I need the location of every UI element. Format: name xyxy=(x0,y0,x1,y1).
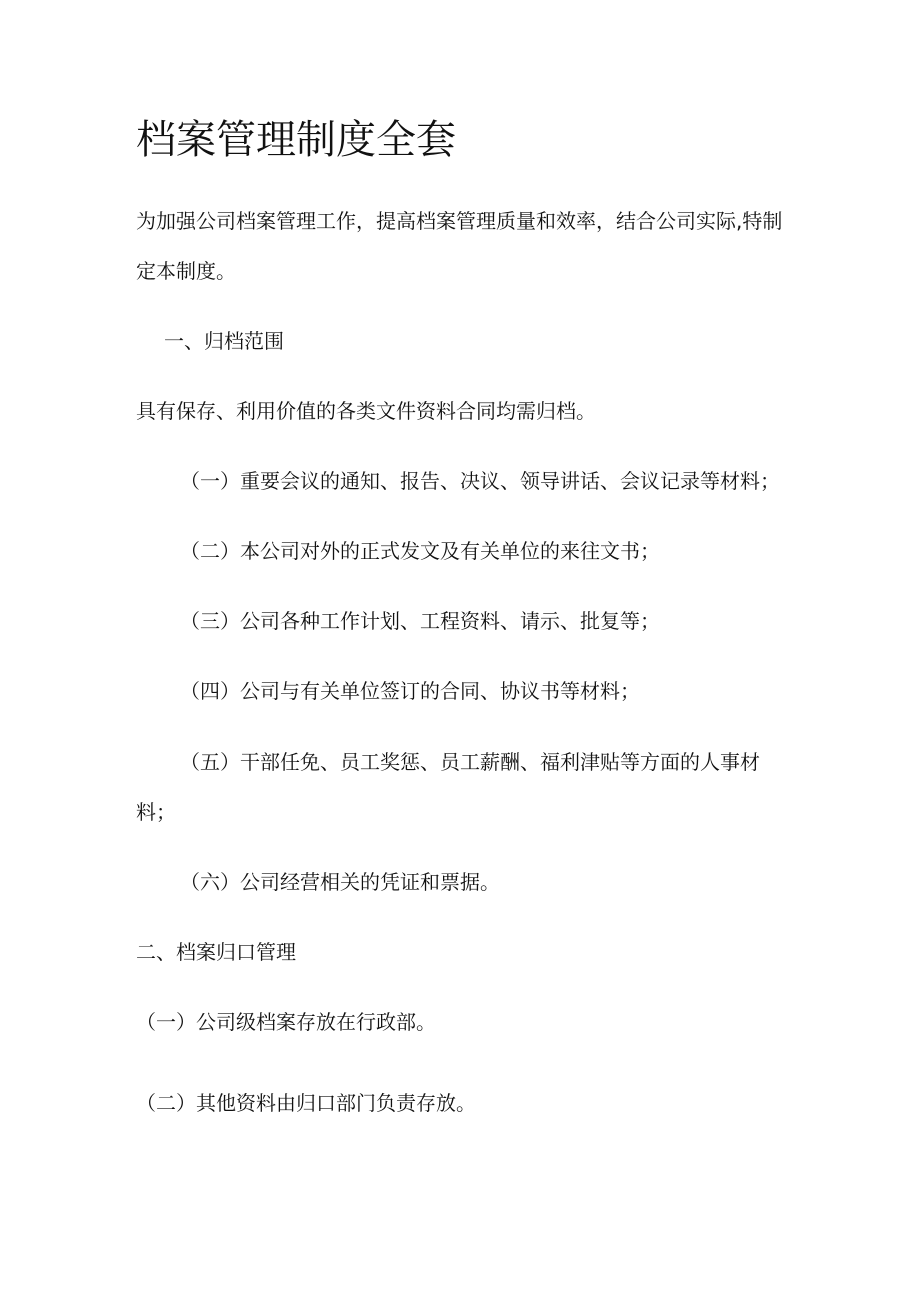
intro-paragraph-line-2: 定本制度。 xyxy=(136,259,236,283)
section-2-heading: 二、档案归口管理 xyxy=(136,940,296,964)
section-1-item-4: （四）公司与有关单位签订的合同、协议书等材料； xyxy=(180,679,640,703)
section-1-item-1: （一）重要会议的通知、报告、决议、领导讲话、会议记录等材料； xyxy=(180,469,780,493)
section-1-lead: 具有保存、利用价值的各类文件资料合同均需归档。 xyxy=(136,399,596,423)
section-1-item-2: （二）本公司对外的正式发文及有关单位的来往文书； xyxy=(180,539,660,563)
section-1-item-6: （六）公司经营相关的凭证和票据。 xyxy=(180,870,500,894)
section-1-item-5: （五）干部任免、员工奖惩、员工薪酬、福利津贴等方面的人事材 xyxy=(180,750,760,774)
document-title: 档案管理制度全套 xyxy=(136,117,456,163)
intro-paragraph-line-1: 为加强公司档案管理工作，提高档案管理质量和效率，结合公司实际,特制 xyxy=(136,209,783,233)
section-1-heading: 一、归档范围 xyxy=(164,329,284,353)
section-2-item-1: （一）公司级档案存放在行政部。 xyxy=(136,1010,436,1034)
section-1-item-3: （三）公司各种工作计划、工程资料、请示、批复等； xyxy=(180,609,660,633)
section-2-item-2: （二）其他资料由归口部门负责存放。 xyxy=(136,1091,476,1115)
section-1-item-5-continuation: 料； xyxy=(136,800,176,824)
